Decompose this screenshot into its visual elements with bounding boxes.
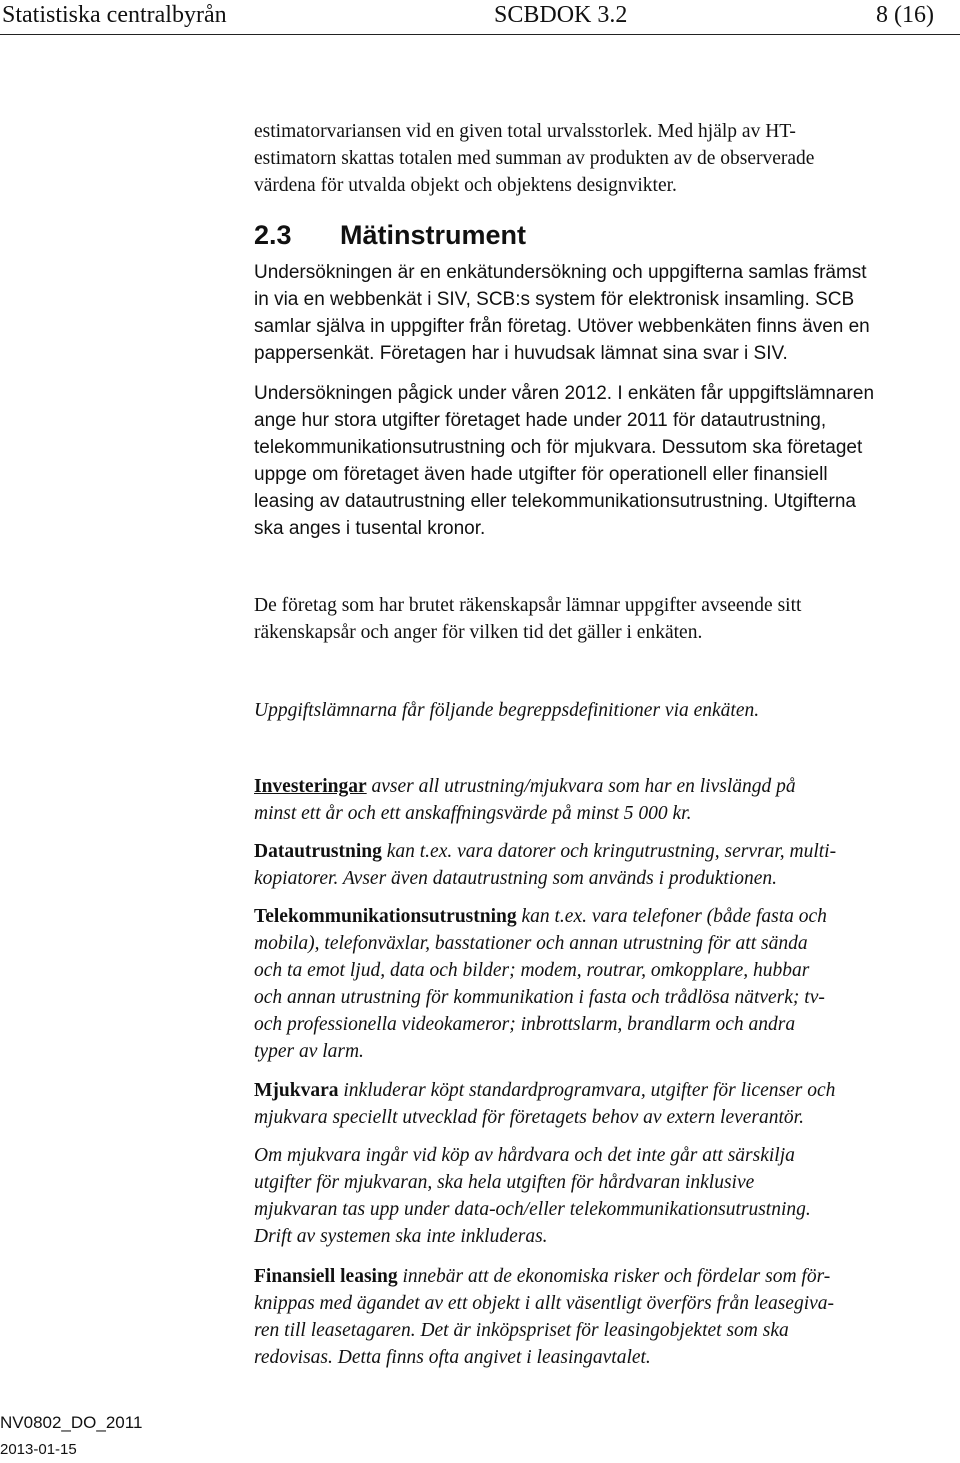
section-number: 2.3	[254, 220, 292, 250]
document-id: SCBDOK 3.2	[494, 2, 628, 28]
text-line: Finansiell leasing innebär att de ekonomiska risker och fördelar som för-	[254, 1266, 831, 1287]
definition-finansiell-leasing	[254, 1263, 954, 1371]
term-investeringar: Investeringar	[254, 776, 367, 797]
text-line: och ta emot ljud, data och bilder; modem, routrar, omkopplare, hubbar	[254, 960, 810, 981]
term-mjukvara: Mjukvara	[254, 1080, 339, 1101]
section-paragraph-1	[254, 259, 954, 367]
definition-mjukvara	[254, 1077, 954, 1131]
text-line: typer av larm.	[254, 1041, 364, 1062]
text-line: Om mjukvara ingår vid köp av hårdvara och det inte går att särskilja	[254, 1145, 795, 1166]
definitions-intro: Uppgiftslämnarna får följande begreppsdefinitioner via enkäten.	[254, 700, 760, 721]
text-line: uppge om företaget även hade utgifter för operationell eller finansiell	[254, 464, 828, 485]
section-heading	[254, 220, 526, 251]
footer-date: 2013-01-15	[0, 1441, 77, 1458]
section-paragraph-3	[254, 592, 954, 646]
text-line: redovisas. Detta finns ofta angivet i leasingavtalet.	[254, 1347, 651, 1368]
text-line: mjukvara speciellt utvecklad för företagets behov av extern leverantör.	[254, 1107, 804, 1128]
text-line: räkenskapsår och anger för vilken tid det gäller i enkäten.	[254, 622, 703, 643]
text-line: utgifter för mjukvaran, ska hela utgiften för hårdvaran inklusive	[254, 1172, 755, 1193]
text-line: minst ett år och ett anskaffningsvärde på minst 5 000 kr.	[254, 803, 692, 824]
text-line: ska anges i tusental kronor.	[254, 518, 486, 539]
text-line: Undersökningen är en enkätundersökning och uppgifterna samlas främst	[254, 262, 867, 283]
header-divider	[0, 34, 960, 35]
text-line: mjukvaran tas upp under data-och/eller telekommunikationsutrustning.	[254, 1199, 811, 1220]
text-line: värdena för utvalda objekt och objektens designvikter.	[254, 175, 677, 196]
text-line: Datautrustning kan t.ex. vara datorer och kringutrustning, servrar, multi-	[254, 841, 837, 862]
text-line: estimatorvariansen vid en given total urvalsstorlek. Med hjälp av HT-	[254, 121, 796, 142]
page-number: 8 (16)	[876, 2, 934, 28]
text-line: samlar själva in uppgifter från företag. Utöver webbenkäten finns även en	[254, 316, 870, 337]
organization-name: Statistiska centralbyrån	[2, 2, 227, 28]
definition-datautrustning	[254, 838, 954, 892]
definition-investeringar	[254, 773, 954, 827]
text-line: Investeringar avser all utrustning/mjukvara som har en livslängd på	[254, 776, 796, 797]
text-line: Telekommunikationsutrustning kan t.ex. vara telefoner (både fasta och	[254, 906, 827, 927]
text-line: De företag som har brutet räkenskapsår lämnar uppgifter avseende sitt	[254, 595, 802, 616]
term-datautrustning: Datautrustning	[254, 841, 382, 862]
text-line: och professionella videokameror; inbrottslarm, brandlarm och andra	[254, 1014, 796, 1035]
text-line: Undersökningen pågick under våren 2012. I enkäten får uppgiftslämnaren	[254, 383, 875, 404]
text-line: mobila), telefonväxlar, basstationer och annan utrustning för att sända	[254, 933, 808, 954]
text-line: och annan utrustning för kommunikation i fasta och trådlösa nätverk; tv-	[254, 987, 825, 1008]
text-line: estimatorn skattas totalen med summan av produkten av de observerade	[254, 148, 815, 169]
text-line: in via en webbenkät i SIV, SCB:s system för elektronisk insamling. SCB	[254, 289, 855, 310]
text-line: Mjukvara inkluderar köpt standardprogramvara, utgifter för licenser och	[254, 1080, 836, 1101]
text-line: Drift av systemen ska inte inkluderas.	[254, 1226, 548, 1247]
text-line: leasing av datautrustning eller telekommunikationsutrustning. Utgifterna	[254, 491, 856, 512]
text-line: pappersenkät. Företagen har i huvudsak lämnat sina svar i SIV.	[254, 343, 788, 364]
term-telekommunikation: Telekommunikationsutrustning	[254, 906, 517, 927]
footer-doc-code: NV0802_DO_2011	[0, 1413, 143, 1432]
definition-telekommunikation	[254, 903, 954, 1065]
text-line: knippas med ägandet av ett objekt i allt väsentligt överförs från leasegiva-	[254, 1293, 835, 1314]
text-line: ange hur stora utgifter företaget hade under 2011 för datautrustning,	[254, 410, 827, 431]
intro-paragraph	[254, 118, 954, 199]
section-paragraph-2	[254, 380, 954, 542]
page-header	[0, 0, 960, 32]
mjukvara-note	[254, 1142, 954, 1250]
term-finansiell-leasing: Finansiell leasing	[254, 1266, 398, 1287]
text-line: ren till leasetagaren. Det är inköpspriset för leasingobjektet som ska	[254, 1320, 789, 1341]
text-line: telekommunikationsutrustning och för mjukvara. Dessutom ska företaget	[254, 437, 863, 458]
text-line: kopiatorer. Avser även datautrustning som används i produktionen.	[254, 868, 778, 889]
section-title: Mätinstrument	[340, 220, 527, 250]
